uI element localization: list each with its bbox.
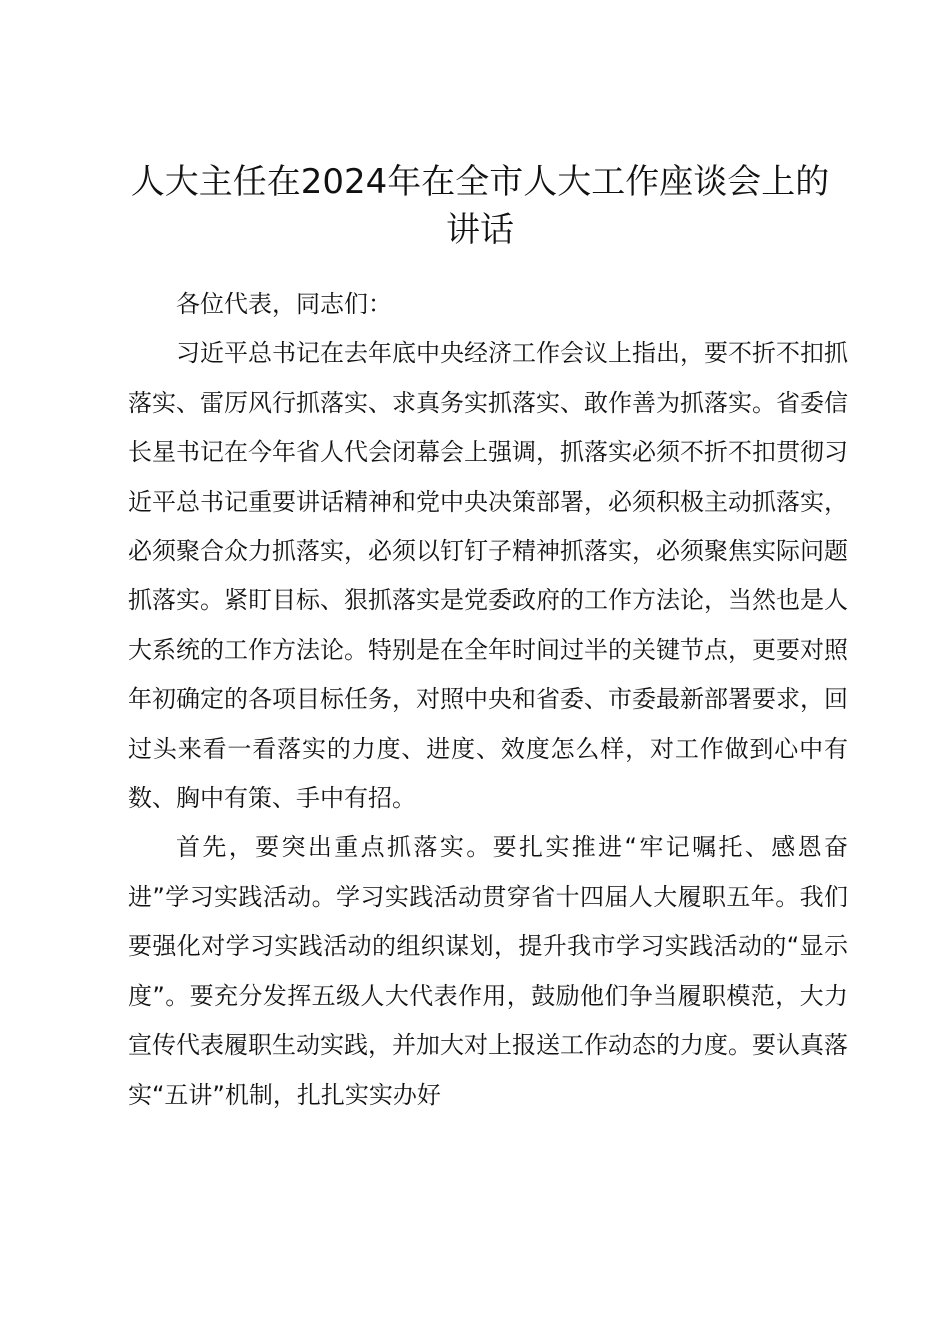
document-body <box>128 280 848 1120</box>
paragraph-2: 首先，要突出重点抓落实。要扎实推进“牢记嘱托、感恩奋进”学习实践活动。学习实践活动贯穿省十四届人大履职五年。我们要强化对学习实践活动的组织谋划，提升我市学习实践活动的“显示度”。要充分发挥五级人大代表作用，鼓励他们争当履职模范，大力宣传代表履职生动实践，并加大对上报送工作动态的力度。要认真落实“五讲”机制，扎扎实实办好 <box>128 833 848 1109</box>
salutation: 各位代表，同志们： <box>176 290 392 318</box>
paragraph-1: 习近平总书记在去年底中央经济工作会议上指出，要不折不扣抓落实、雷厉风行抓落实、求真务实抓落实、敢作善为抓落实。省委信长星书记在今年省人代会闭幕会上强调，抓落实必须不折不扣贯彻习近平总书记重要讲话精神和党中央决策部署，必须积极主动抓落实，必须聚合众力抓落实，必须以钉钉子精神抓落实，必须聚焦实际问题抓落实。紧盯目标、狠抓落实是党委政府的工作方法论，当然也是人大系统的工作方法论。特别是在全年时间过半的关键节点，更要对照年初确定的各项目标任务，对照中央和省委、市委最新部署要求，回过头来看一看落实的力度、进度、效度怎么样，对工作做到心中有数、胸中有策、手中有招。 <box>128 339 848 813</box>
document-title: 人大主任在2024年在全市人大工作座谈会上的讲话 <box>130 162 830 250</box>
